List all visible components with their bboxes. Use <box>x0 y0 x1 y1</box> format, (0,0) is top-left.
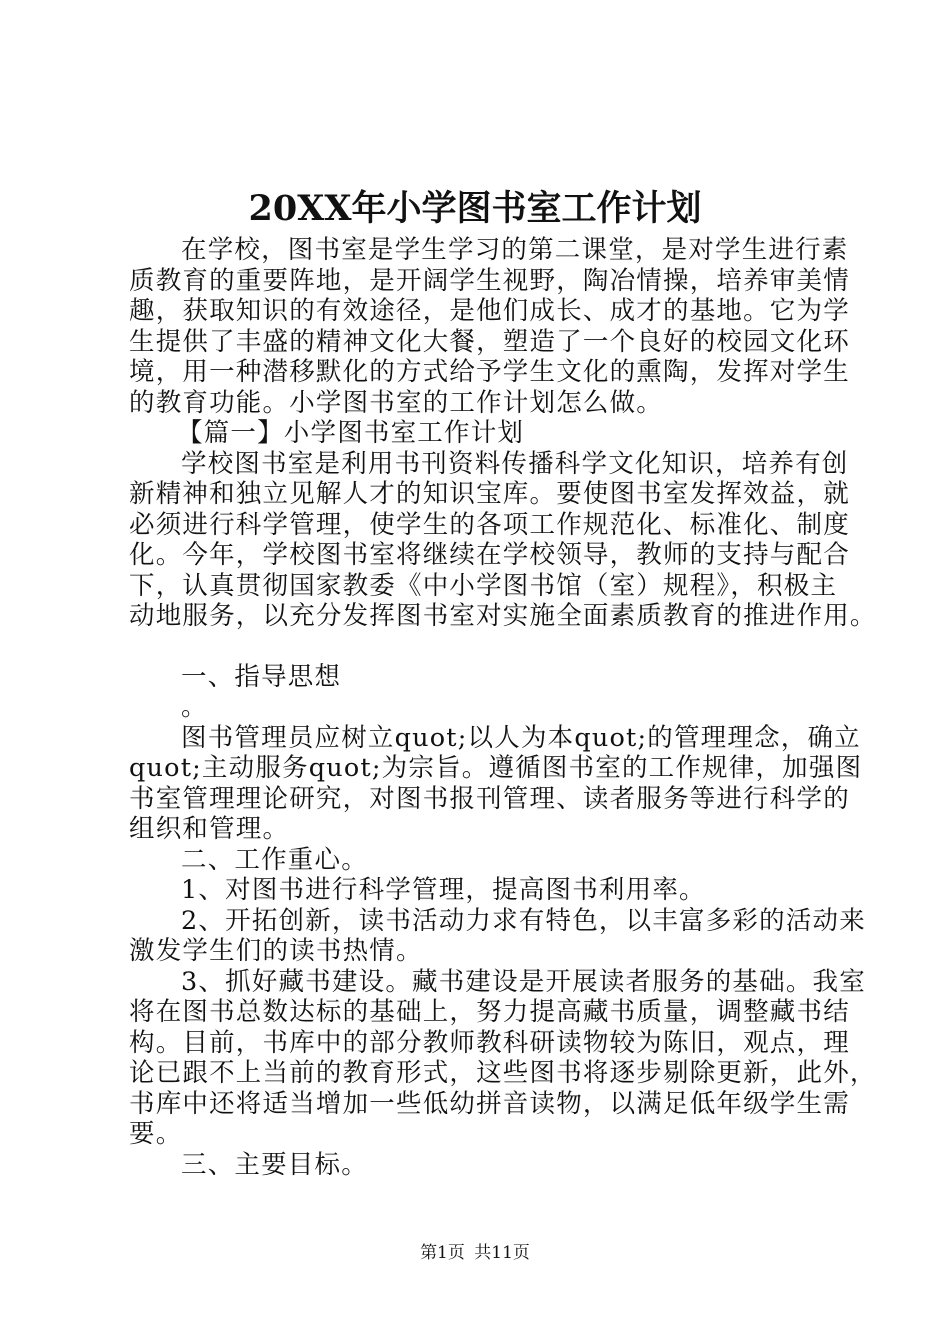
paragraph-line: 书库中还将适当增加一些低幼拼音读物，以满足低年级学生需 <box>129 1088 850 1119</box>
paragraph-line: 学校图书室是利用书刊资料传播科学文化知识，培养有创 <box>181 448 849 479</box>
paragraph-line: 书室管理理论研究，对图书报刊管理、读者服务等进行科学的 <box>129 783 850 814</box>
paragraph-line: 趣，获取知识的有效途径，是他们成长、成才的基地。它为学 <box>129 296 850 326</box>
list-item: 2、开拓创新，读书活动力求有特色，以丰富多彩的活动来 <box>181 905 866 936</box>
paragraph-line: 图书管理员应树立quot;以人为本quot;的管理理念，确立 <box>181 722 861 753</box>
paragraph-line: 构。目前，书库中的部分教师教科研读物较为陈旧，观点，理 <box>129 1027 850 1058</box>
paragraph-line: 论已跟不上当前的教育形式，这些图书将逐步剔除更新，此外， <box>129 1058 877 1088</box>
document-body <box>129 235 877 1180</box>
paragraph-line: 下，认真贯彻国家教委《中小学图书馆（室）规程》，积极主 <box>129 570 838 601</box>
page-number: 第1页 <box>420 1243 465 1263</box>
list-item: 1、对图书进行科学管理，提高图书利用率。 <box>181 875 706 905</box>
page-footer <box>0 1241 950 1265</box>
paragraph-line: 境，用一种潜移默化的方式给予学生文化的熏陶，发挥对学生 <box>129 357 850 387</box>
paragraph-line: 生提供了丰盛的精神文化大餐，塑造了一个良好的校园文化环 <box>129 326 850 357</box>
section-heading: 二、工作重心。 <box>181 844 368 875</box>
paragraph-line: 化。今年，学校图书室将继续在学校领导，教师的支持与配合 <box>129 540 850 570</box>
paragraph-line: 新精神和独立见解人才的知识宝库。要使图书室发挥效益，就 <box>129 479 850 509</box>
paragraph-line: 质教育的重要阵地，是开阔学生视野，陶冶情操，培养审美情 <box>129 265 850 296</box>
section-heading: 一、指导思想 <box>181 661 342 692</box>
paragraph-line: 要。 <box>129 1119 183 1149</box>
paragraph-line: 。 <box>181 692 208 722</box>
page-title: 20XX年小学图书室工作计划 <box>248 188 702 229</box>
section-heading: 三、主要目标。 <box>181 1149 368 1180</box>
paragraph-line: 在学校，图书室是学生学习的第二课堂，是对学生进行素 <box>181 235 849 265</box>
blank-line <box>129 632 853 662</box>
paragraph-line: 动地服务，以充分发挥图书室对实施全面素质教育的推进作用。 <box>129 601 877 631</box>
page-total: 共11页 <box>474 1243 530 1263</box>
list-item: 3、抓好藏书建设。藏书建设是开展读者服务的基础。我室 <box>181 966 866 997</box>
paragraph-line: 组织和管理。 <box>129 814 290 844</box>
paragraph-line: 的教育功能。小学图书室的工作计划怎么做。 <box>129 387 664 418</box>
section-heading: 【篇一】小学图书室工作计划 <box>177 418 525 448</box>
paragraph-line: quot;主动服务quot;为宗旨。遵循图书室的工作规律，加强图 <box>129 753 863 783</box>
paragraph-line: 将在图书总数达标的基础上，努力提高藏书质量，调整藏书结 <box>129 997 850 1027</box>
paragraph-line: 激发学生们的读书热情。 <box>129 936 423 966</box>
paragraph-line: 必须进行科学管理，使学生的各项工作规范化、标准化、制度 <box>129 509 850 540</box>
